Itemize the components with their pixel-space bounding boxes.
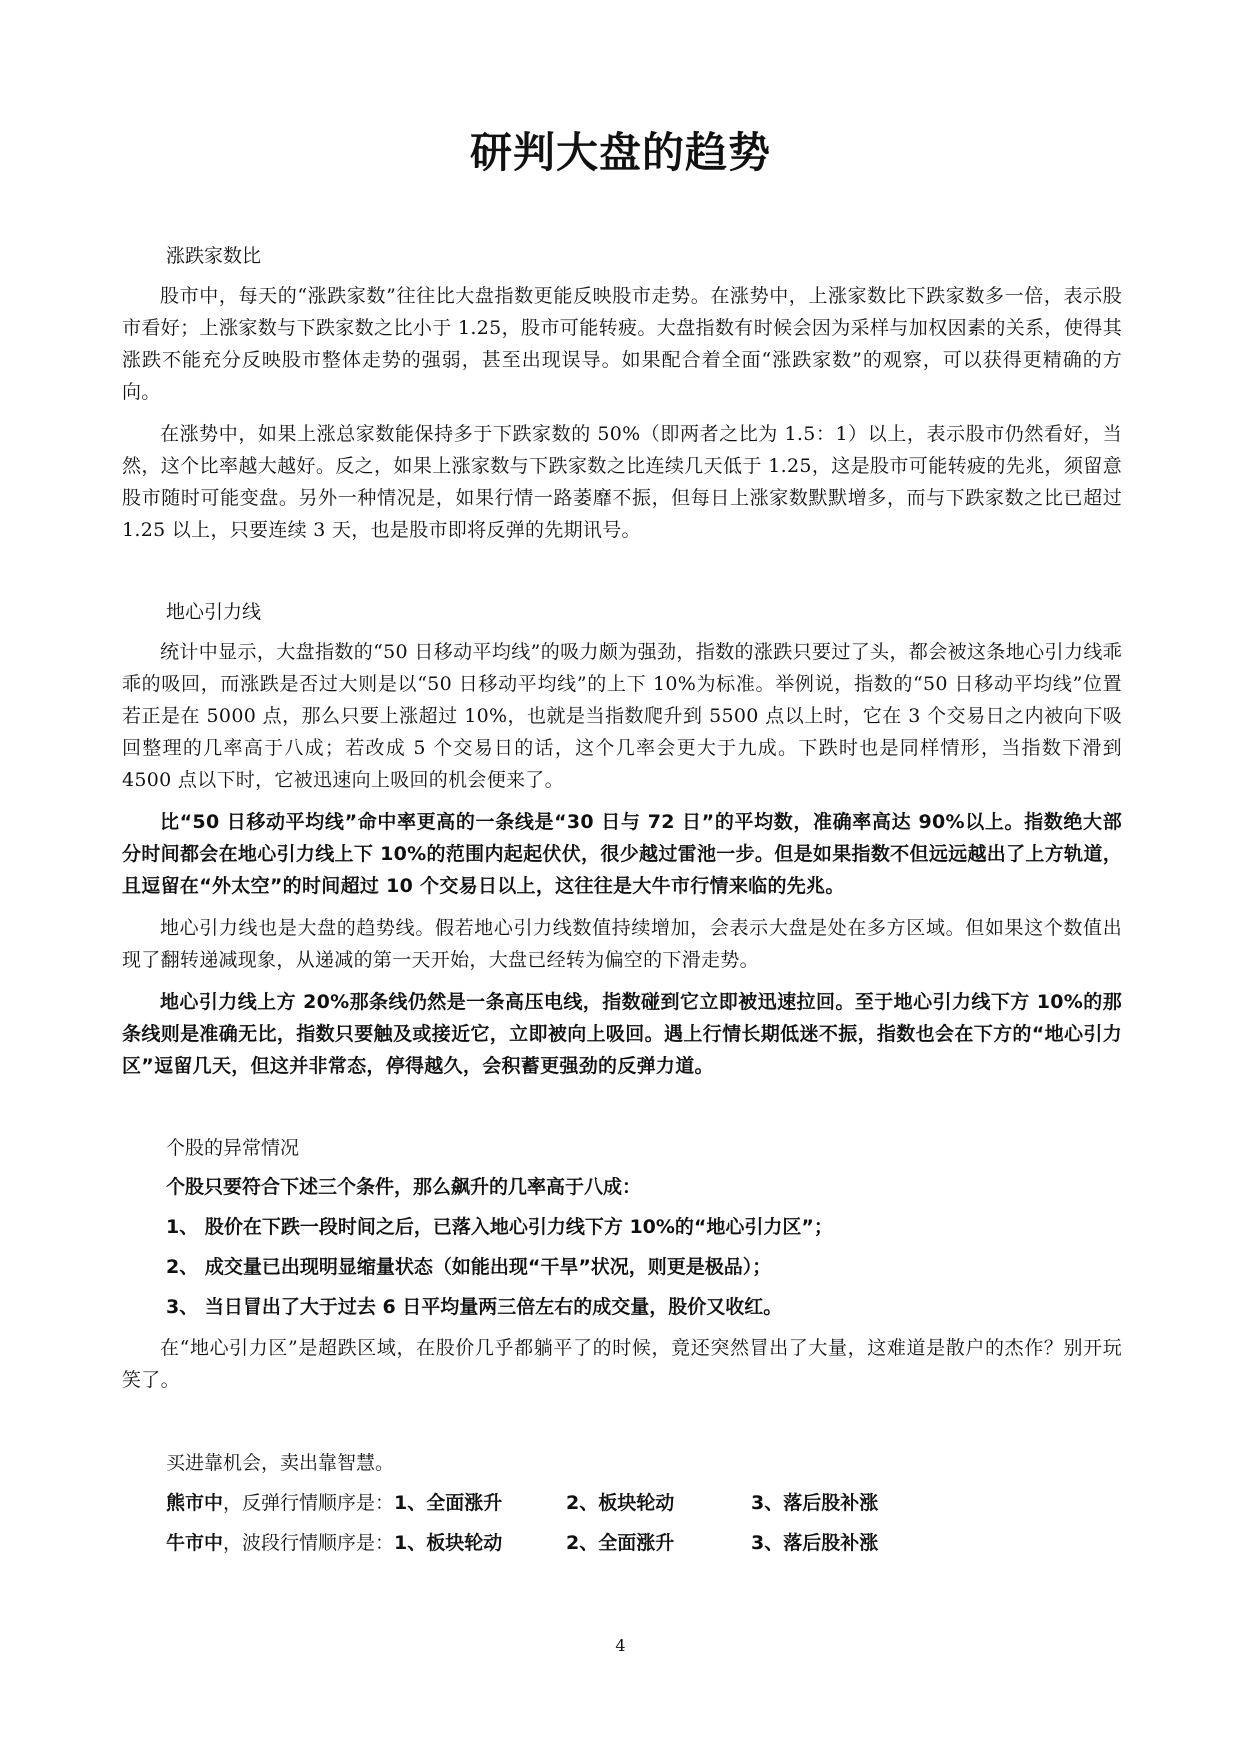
paragraph-bold: 比“50 日移动平均线”命中率更高的一条线是“30 日与 72 日”的平均数，准确率高达 90%以上。指数绝大部分时间都会在地心引力线上下 10%的范围内起起伏伏，很少越过雷池一步。但是如果指数不但远远越出了上方轨道，且逗留在“外太空”的时间超过 10 个交易日以上，这往往是大牛市行情来临的先兆。 bbox=[122, 811, 1122, 897]
condition-item: 1、 股价在下跌一段时间之后，已落入地心引力线下方 10%的“地心引力区”； bbox=[166, 1216, 833, 1238]
bear-market-line bbox=[166, 1488, 1122, 1518]
bear-market-label: 熊市中 bbox=[166, 1492, 224, 1514]
bull-market-lead bbox=[166, 1528, 566, 1558]
bull-market-step-1: 1、板块轮动 bbox=[394, 1532, 503, 1554]
paragraph: 统计中显示，大盘指数的“50 日移动平均线”的吸力颇为强劲，指数的涨跌只要过了头，都会被这条地心引力线乖乖的吸回，而涨跌是否过大则是以“50 日移动平均线”的上下 10%为标准。举例说，指数的“50 日移动平均线”位置若正是在 5000 点，那么只要上涨超过 10%，也就是当指数爬升到 5500 点以上时，它在 3 个交易日之内被向下吸回整理的几率高于八成；若改成 5 个交易日的话，这个几率会更大于九成。下跌时也是同样情形，当指数下滑到 4500 点以下时，它被迅速向上吸回的机会便来了。 bbox=[122, 641, 1122, 791]
page-title: 研判大盘的趋势 bbox=[469, 128, 771, 177]
bear-market-step-3: 3、落后股补涨 bbox=[751, 1492, 879, 1514]
motto: 买进靠机会，卖出靠智慧。 bbox=[166, 1452, 395, 1474]
section-heading-stock-anomalies: 个股的异常情况 bbox=[166, 1137, 300, 1159]
bull-market-line bbox=[166, 1528, 1122, 1558]
page-number: 4 bbox=[615, 1636, 626, 1655]
bear-market-lead bbox=[166, 1488, 566, 1518]
paragraph: 在涨势中，如果上涨总家数能保持多于下跌家数的 50%（即两者之比为 1.5：1）以上，表示股市仍然看好，当然，这个比率越大越好。反之，如果上涨家数与下跌家数之比连续几天低于 1.25，这是股市可能转疲的先兆，须留意股市随时可能变盘。另外一种情况是，如果行情一路萎靡不振，但每日上涨家数默默增多，而与下跌家数之比已超过 1.25 以上，只要连续 3 天，也是股市即将反弹的先期讯号。 bbox=[122, 423, 1122, 541]
bear-market-step-1: 1、全面涨升 bbox=[394, 1492, 503, 1514]
section-heading-advance-decline: 涨跌家数比 bbox=[166, 245, 262, 267]
document-body bbox=[122, 242, 1122, 1568]
paragraph: 地心引力线也是大盘的趋势线。假若地心引力线数值持续增加，会表示大盘是处在多方区域。但如果这个数值出现了翻转递减现象，从递减的第一天开始，大盘已经转为偏空的下滑走势。 bbox=[122, 917, 1122, 971]
bull-market-step-2: 2、全面涨升 bbox=[566, 1532, 675, 1554]
bear-market-text: ，反弹行情顺序是： bbox=[223, 1492, 395, 1514]
bull-market-text: ，波段行情顺序是： bbox=[223, 1532, 395, 1554]
condition-item: 2、 成交量已出现明显缩量状态（如能出现“干旱”状况，则更是极品）； bbox=[166, 1256, 772, 1278]
conditions-intro: 个股只要符合下述三个条件，那么飙升的几率高于八成： bbox=[166, 1176, 642, 1198]
paragraph: 在“地心引力区”是超跌区域，在股价几乎都躺平了的时候，竟还突然冒出了大量，这难道是散户的杰作？别开玩笑了。 bbox=[122, 1337, 1122, 1391]
bear-market-step-2: 2、板块轮动 bbox=[566, 1492, 675, 1514]
section-heading-gravity-line: 地心引力线 bbox=[166, 601, 262, 623]
condition-item: 3、 当日冒出了大于过去 6 日平均量两三倍左右的成交量，股价又收红。 bbox=[166, 1296, 783, 1318]
bull-market-step-3: 3、落后股补涨 bbox=[751, 1532, 879, 1554]
paragraph: 股市中，每天的“涨跌家数”往往比大盘指数更能反映股市走势。在涨势中，上涨家数比下跌家数多一倍，表示股市看好；上涨家数与下跌家数之比小于 1.25，股市可能转疲。大盘指数有时候会因为采样与加权因素的关系，使得其涨跌不能充分反映股市整体走势的强弱，甚至出现误导。如果配合着全面“涨跌家数”的观察，可以获得更精确的方向。 bbox=[122, 285, 1122, 403]
bull-market-label: 牛市中 bbox=[166, 1532, 224, 1554]
paragraph-bold: 地心引力线上方 20%那条线仍然是一条高压电线，指数碰到它立即被迅速拉回。至于地心引力线下方 10%的那条线则是准确无比，指数只要触及或接近它，立即被向上吸回。遇上行情长期低迷不振，指数也会在下方的“地心引力区”逗留几天，但这并非常态，停得越久，会积蓄更强劲的反弹力道。 bbox=[122, 991, 1122, 1077]
